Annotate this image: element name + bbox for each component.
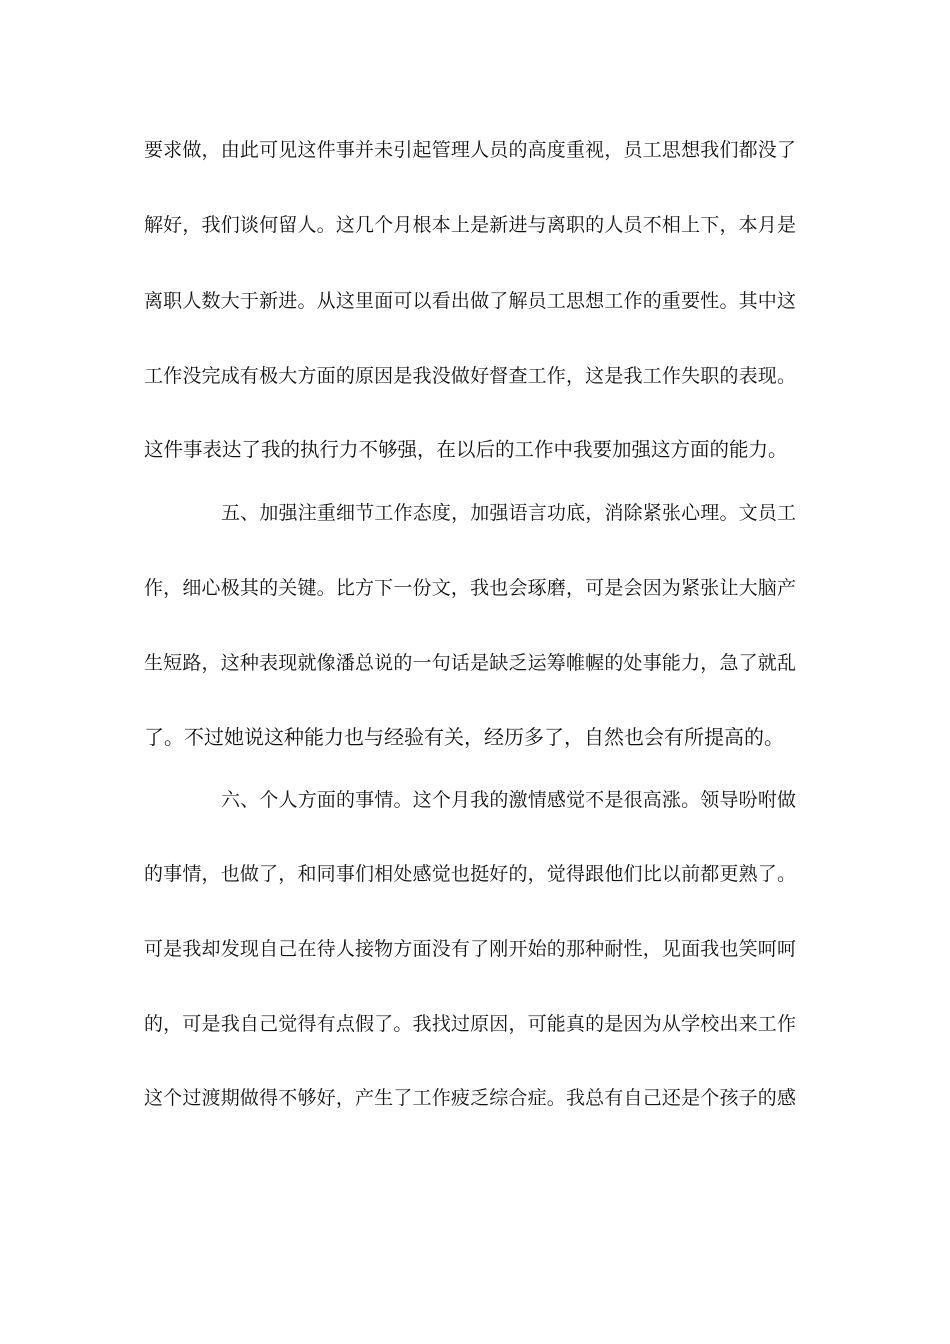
text-line: 工作没完成有极大方面的原因是我没做好督查工作，这是我工作失职的表现。	[144, 365, 796, 387]
text-line: 解好，我们谈何留人。这几个月根本上是新进与离职的人员不相上下，本月是	[144, 214, 796, 236]
text-line: 这个过渡期做得不够好，产生了工作疲乏综合症。我总有自己还是个孩子的感	[144, 1087, 796, 1109]
text-line: 生短路，这种表现就像潘总说的一句话是缺乏运筹帷幄的处事能力，急了就乱	[144, 652, 796, 674]
text-line: 作，细心极其的关键。比方下一份文，我也会琢磨，可是会因为紧张让大脑产	[144, 577, 796, 599]
text-line: 了。不过她说这种能力也与经验有关，经历多了，自然也会有所提高的。	[144, 725, 784, 749]
text-line: 的，可是我自己觉得有点假了。我找过原因，可能真的是因为从学校出来工作	[144, 1013, 796, 1035]
text-line: 离职人数大于新进。从这里面可以看出做了解员工思想工作的重要性。其中这	[144, 290, 796, 312]
text-line: 的事情，也做了，和同事们相处感觉也挺好的，觉得跟他们比以前都更熟了。	[144, 863, 796, 885]
paragraph-heading-six: 六、个人方面的事情。这个月我的激情感觉不是很高涨。领导吩咐做	[221, 789, 796, 811]
text-line: 可是我却发现自己在待人接物方面没有了刚开始的那种耐性，见面我也笑呵呵	[144, 938, 796, 960]
paragraph-heading-five: 五、加强注重细节工作态度，加强语言功底，消除紧张心理。文员工	[221, 502, 796, 524]
text-line: 这件事表达了我的执行力不够强，在以后的工作中我要加强这方面的能力。	[144, 438, 788, 461]
text-line: 要求做，由此可见这件事并未引起管理人员的高度重视，员工思想我们都没了	[144, 139, 796, 161]
